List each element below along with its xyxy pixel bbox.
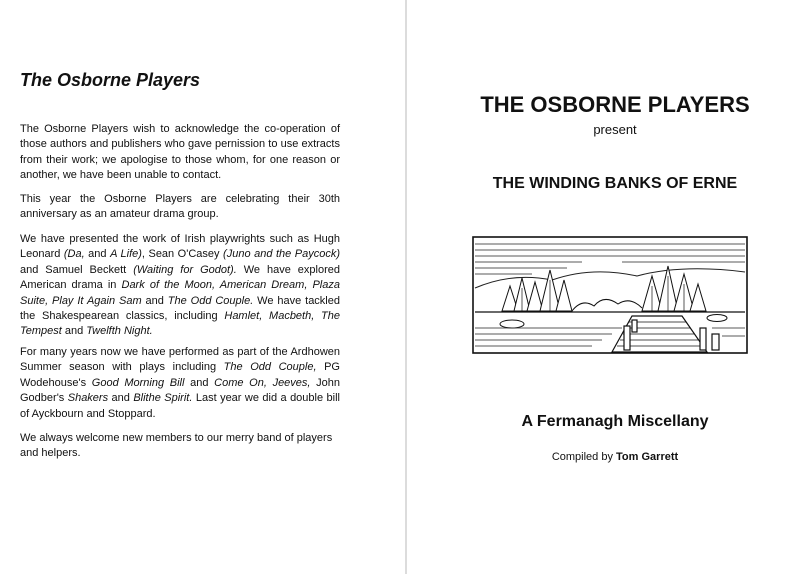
welcome-paragraph: We always welcome new members to our merry band of players and helpers. (20, 432, 333, 460)
left-page-heading: The Osborne Players (20, 70, 201, 90)
summer-season-paragraph: For many years now we have performed as part of the Ardhowen Summer season with plays including The Odd Couple, PG Wodehouse's Good Morning Bill and Come On, Jeeves, John Godber's Shakers and Blithe Spirit. Last year we did a double bill of Ayckbourn and Stoppard. (20, 346, 341, 420)
lakeside-illustration (472, 236, 748, 354)
compiler-name: Tom Garrett (616, 451, 679, 463)
repertoire-paragraph: We have presented the work of Irish playwrights such as Hugh Leonard (Da, and A Life), Sean O'Casey (Juno and the Paycock) and Samuel Beckett (Waiting for Godot). We have explored American drama in Dark of the Moon, American Dream, Plaza Suite, Play It Again Sam and The Odd Couple. We have tackled the Shakespearean classics, including Hamlet, Macbeth, The Tempest and Twelfth Night. (20, 233, 340, 338)
show-subtitle: A Fermanagh Miscellany (521, 413, 709, 430)
show-title: THE WINDING BANKS OF ERNE (492, 175, 738, 192)
page-fold (405, 0, 407, 574)
acknowledgement-paragraph: The Osborne Players wish to acknowledge the co-operation of those authors and publishers who gave pernission to use extracts from their work; we apologise to those whom, for one reason or another, we have been unable to contact. (20, 123, 340, 182)
anniversary-paragraph: This year the Osborne Players are celebrating their 30th anniversary as an amateur drama group. (20, 193, 340, 221)
present-label: present (593, 122, 637, 137)
compiler-credit: Compiled by Tom Garrett (551, 451, 679, 463)
troupe-name: THE OSBORNE PLAYERS (480, 92, 750, 117)
